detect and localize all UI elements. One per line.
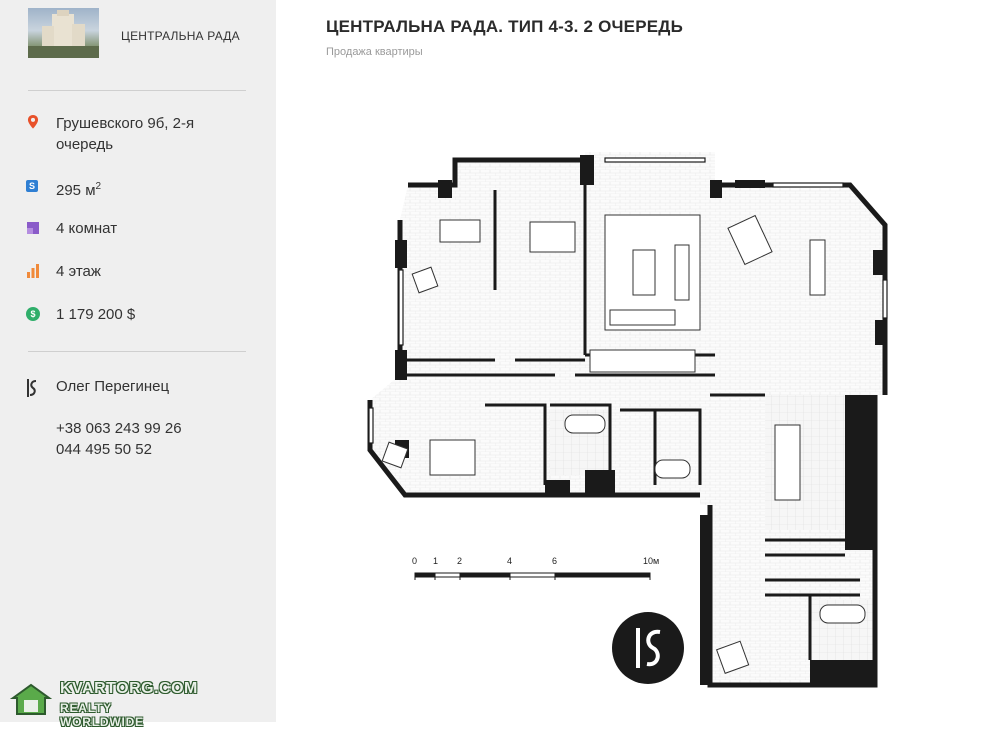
- house-logo-icon: [10, 682, 52, 716]
- watermark-line1: KVARTORG.COM: [60, 680, 198, 697]
- divider: [28, 90, 246, 91]
- scale-tick-label: 4: [507, 556, 513, 566]
- realtor-logo-icon: [25, 378, 39, 398]
- building-thumbnail[interactable]: [28, 8, 99, 58]
- address-text: [56, 113, 194, 155]
- agent-phone-2[interactable]: 044 495 50 52: [56, 441, 152, 458]
- price-icon: $: [26, 307, 40, 321]
- brand-logo-icon: [612, 612, 684, 684]
- scale-bar: [412, 556, 659, 580]
- scale-tick-label: 6: [552, 556, 558, 566]
- area-icon: S: [26, 180, 38, 192]
- listing-subtitle: Продажа квартиры: [326, 46, 423, 58]
- building-name[interactable]: ЦЕНТРАЛЬНА РАДА: [121, 29, 240, 43]
- sidebar: [0, 0, 276, 722]
- watermark-line2: REALTY WORLDWIDE: [60, 701, 144, 729]
- listing-title: ЦЕНТРАЛЬНА РАДА. ТИП 4-3. 2 ОЧЕРЕДЬ: [326, 17, 684, 36]
- scale-tick-label: 2: [457, 556, 463, 566]
- scale-tick-label: 0: [412, 556, 418, 566]
- rooms-icon: [26, 221, 40, 235]
- divider: [28, 351, 246, 352]
- rooms-text: 4 комнат: [56, 220, 118, 237]
- address-line1: Грушевского 9б, 2-я: [56, 115, 195, 132]
- price-text: 1 179 200 $: [56, 306, 136, 323]
- scale-tick-label: 1: [433, 556, 439, 566]
- address-line2: очередь: [56, 136, 114, 153]
- agent-name[interactable]: Олег Перегинец: [56, 378, 170, 395]
- area-value: 295 м: [56, 182, 96, 199]
- area-text: [56, 176, 101, 201]
- floor-text: 4 этаж: [56, 263, 101, 280]
- location-pin-icon: [26, 115, 40, 129]
- floor-plan[interactable]: [355, 140, 895, 695]
- agent-phone-1[interactable]: +38 063 243 99 26: [56, 420, 182, 437]
- area-unit-sup: 2: [95, 181, 102, 192]
- scale-tick-label: 10м: [643, 556, 660, 566]
- watermark: [10, 680, 198, 729]
- floor-icon: [26, 264, 40, 278]
